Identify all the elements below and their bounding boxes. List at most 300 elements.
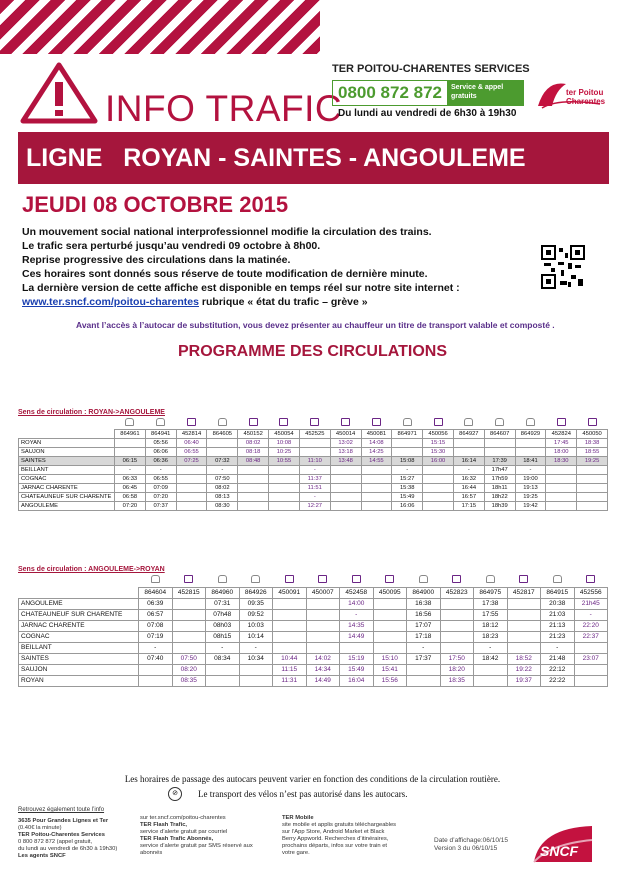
time-cell: 17h47 (484, 466, 515, 475)
time-cell: 18h39 (484, 502, 515, 511)
time-cell: 18:55 (577, 448, 608, 457)
station-name: SAINTES (19, 654, 139, 665)
train-number: 864975 (474, 588, 508, 599)
time-cell (172, 599, 206, 610)
time-cell (306, 632, 340, 643)
footer-text: TER Flash Trafic, (140, 822, 188, 828)
bus-icon (184, 575, 193, 583)
train-number: 864605 (207, 430, 238, 439)
footer-text: (0.40€ la minute) (18, 825, 62, 831)
time-cell: - (392, 466, 423, 475)
bus-icon (249, 418, 258, 426)
time-cell (306, 610, 340, 621)
time-cell: 15:15 (423, 439, 454, 448)
table-row (19, 676, 608, 687)
time-cell (172, 643, 206, 654)
time-cell: 07:19 (139, 632, 173, 643)
time-cell: 18h22 (484, 493, 515, 502)
time-cell: 15:56 (373, 676, 407, 687)
time-cell (273, 621, 307, 632)
train-number: 864929 (515, 430, 546, 439)
time-cell: 08:34 (206, 654, 240, 665)
time-cell (139, 665, 173, 676)
time-cell (206, 676, 240, 687)
time-cell (507, 643, 541, 654)
train-icon (251, 575, 260, 583)
time-cell (172, 610, 206, 621)
time-cell: 09:52 (239, 610, 273, 621)
time-cell: 21:13 (541, 621, 575, 632)
time-cell: 07:31 (206, 599, 240, 610)
page-title: INFO TRAFIC (105, 88, 343, 129)
phone-number: 0800 872 872 (338, 83, 442, 102)
time-cell (407, 665, 441, 676)
time-cell: 11:31 (273, 676, 307, 687)
time-cell: - (206, 643, 240, 654)
station-name: SAINTES (19, 457, 115, 466)
footer-text: votre gare. (282, 850, 310, 856)
train-icon (464, 418, 473, 426)
train-icon (553, 575, 562, 583)
footer-text: 0 800 872 872 (appel gratuit, (18, 839, 93, 845)
time-cell (507, 599, 541, 610)
time-cell: 18:12 (474, 621, 508, 632)
train-number: 864604 (139, 588, 173, 599)
train-icon (486, 575, 495, 583)
time-cell: 19:42 (515, 502, 546, 511)
table-row (19, 502, 608, 511)
time-cell: 08:18 (238, 448, 269, 457)
time-cell (239, 665, 273, 676)
time-cell: - (541, 643, 575, 654)
time-cell: 08h15 (206, 632, 240, 643)
footer-col-3 (282, 815, 422, 857)
time-cell: 07h48 (206, 610, 240, 621)
time-cell: - (299, 493, 330, 502)
notice-line: Reprise progressive des circulations dans la matinée. (22, 254, 291, 266)
time-cell: 07:09 (145, 484, 176, 493)
footer-col-2 (140, 815, 275, 857)
time-cell (574, 676, 608, 687)
time-cell: 15:49 (340, 665, 374, 676)
time-cell: 16:57 (453, 493, 484, 502)
train-icon (218, 418, 227, 426)
table-row (19, 599, 608, 610)
programme-heading: PROGRAMME DES CIRCULATIONS (177, 343, 448, 360)
time-cell (238, 502, 269, 511)
footer-text: abonnés (140, 850, 163, 856)
time-cell (238, 466, 269, 475)
service-hours: Du lundi au vendredi de 6h30 à 19h30 (338, 108, 517, 119)
footer-text: service d’alerte gratuit par courriel (140, 829, 228, 835)
time-cell (273, 599, 307, 610)
time-cell (423, 466, 454, 475)
time-cell (484, 439, 515, 448)
bus-icon (588, 418, 597, 426)
time-cell: 17:55 (474, 610, 508, 621)
time-cell (373, 632, 407, 643)
table-row (19, 493, 608, 502)
time-cell (139, 676, 173, 687)
time-cell (373, 599, 407, 610)
table-row (19, 665, 608, 676)
table-row (19, 448, 608, 457)
footer-text: service d’alerte gratuit par SMS réservé aux (140, 843, 253, 849)
time-cell: 05:56 (145, 439, 176, 448)
train-number: 864961 (115, 430, 146, 439)
footer-text: du lundi au vendredi de 6h30 à 19h30) (18, 846, 118, 852)
time-cell: 15:08 (392, 457, 423, 466)
train-number: 864927 (453, 430, 484, 439)
time-cell (330, 475, 361, 484)
time-cell: 16:06 (392, 502, 423, 511)
time-cell: 13:02 (330, 439, 361, 448)
no-bike-icon: ⊘ (168, 787, 182, 801)
station-name: ROYAN (19, 439, 115, 448)
footer-text: Berry Appworld. Recherches d’itinéraires, (282, 836, 389, 842)
time-cell (373, 610, 407, 621)
notice-line: Un mouvement social national interprofessionnel modifie la circulation des trains. (22, 226, 432, 238)
train-number: 864607 (484, 430, 515, 439)
train-number: 452824 (546, 430, 577, 439)
train-number: 450014 (330, 430, 361, 439)
time-cell: 18:30 (546, 457, 577, 466)
train-icon (526, 418, 535, 426)
time-cell: 17:38 (474, 599, 508, 610)
timetable-angouleme-royan (18, 575, 608, 687)
time-cell: 08:48 (238, 457, 269, 466)
time-cell (238, 484, 269, 493)
time-cell (172, 621, 206, 632)
time-cell: 17:45 (546, 439, 577, 448)
time-cell: 23:07 (574, 654, 608, 665)
time-cell (361, 502, 392, 511)
train-number: 450007 (306, 588, 340, 599)
footer-col-1 (18, 818, 143, 860)
time-cell: 07:50 (207, 475, 238, 484)
time-cell: 19:13 (515, 484, 546, 493)
time-cell: 06:58 (115, 493, 146, 502)
time-cell: 14:49 (340, 632, 374, 643)
time-cell (176, 502, 207, 511)
table-row (19, 654, 608, 665)
bus-icon (385, 575, 394, 583)
time-cell (306, 621, 340, 632)
station-name: BEILLANT (19, 466, 115, 475)
phone-badge: Service & appel gratuits (447, 81, 523, 105)
bus-icon (586, 575, 595, 583)
time-cell (273, 643, 307, 654)
station-name: SAUJON (19, 665, 139, 676)
time-cell: 10:08 (269, 439, 300, 448)
footer-text: prochains départs, infos sur votre train et (282, 843, 388, 849)
ter-services-label: TER POITOU-CHARENTES SERVICES (332, 63, 530, 75)
bus-icon (279, 418, 288, 426)
time-cell (515, 448, 546, 457)
time-cell: 14:49 (306, 676, 340, 687)
time-cell: 21:03 (541, 610, 575, 621)
time-cell: 19:25 (577, 457, 608, 466)
station-name: CHATEAUNEUF SUR CHARENTE (19, 493, 115, 502)
time-cell (176, 466, 207, 475)
time-cell: 06:55 (176, 448, 207, 457)
train-number: 452556 (574, 588, 608, 599)
time-cell (423, 493, 454, 502)
time-cell: 06:39 (139, 599, 173, 610)
date-heading: JEUDI 08 OCTOBRE 2015 (22, 192, 289, 217)
train-icon (419, 575, 428, 583)
time-cell: 21:23 (541, 632, 575, 643)
time-cell (507, 632, 541, 643)
time-cell: 11:37 (299, 475, 330, 484)
time-cell (330, 502, 361, 511)
time-cell (176, 475, 207, 484)
time-cell: 10:34 (239, 654, 273, 665)
time-cell (176, 493, 207, 502)
train-number: 452814 (176, 430, 207, 439)
footer-text: TER Mobile (282, 815, 314, 821)
time-cell: 16:04 (340, 676, 374, 687)
time-cell: 10:25 (269, 448, 300, 457)
time-cell (172, 632, 206, 643)
time-cell (269, 475, 300, 484)
time-cell: 18:00 (546, 448, 577, 457)
train-icon (151, 575, 160, 583)
time-cell: 18:42 (474, 654, 508, 665)
time-cell: - (299, 466, 330, 475)
train-number: 450095 (373, 588, 407, 599)
time-cell: 17:37 (407, 654, 441, 665)
info-link[interactable]: www.ter.sncf.com/poitou-charentes (22, 296, 199, 308)
time-cell (238, 475, 269, 484)
time-cell (407, 676, 441, 687)
time-cell (423, 484, 454, 493)
time-cell: 06:40 (176, 439, 207, 448)
bus-icon (341, 418, 350, 426)
train-number: 864960 (206, 588, 240, 599)
notice-line: La dernière version de cette affiche est disponible en temps réel sur notre site internet : (22, 282, 460, 294)
station-name: JARNAC CHARENTE (19, 484, 115, 493)
time-cell: 07:40 (139, 654, 173, 665)
time-cell: 18:52 (507, 654, 541, 665)
direction-label-1: Sens de circulation : ROYAN->ANGOULEME (18, 409, 165, 416)
timetable-royan-angouleme (18, 418, 608, 511)
time-cell (453, 439, 484, 448)
time-cell (546, 475, 577, 484)
train-icon (403, 418, 412, 426)
time-cell: - (453, 466, 484, 475)
time-cell: 15:30 (423, 448, 454, 457)
time-cell: 22:20 (574, 621, 608, 632)
time-cell: 18:23 (474, 632, 508, 643)
time-cell (176, 484, 207, 493)
time-cell: 08:02 (207, 484, 238, 493)
time-cell: 08:13 (207, 493, 238, 502)
time-cell: 17:18 (407, 632, 441, 643)
train-number: 452815 (172, 588, 206, 599)
time-cell: - (340, 610, 374, 621)
time-cell: 14:02 (306, 654, 340, 665)
time-cell: 11:15 (273, 665, 307, 676)
time-cell (207, 439, 238, 448)
train-number: 864900 (407, 588, 441, 599)
time-cell: 18:41 (515, 457, 546, 466)
train-number: 452817 (507, 588, 541, 599)
time-cell: 06:45 (115, 484, 146, 493)
time-cell (273, 610, 307, 621)
train-number: 450091 (273, 588, 307, 599)
time-cell: 07:20 (115, 502, 146, 511)
time-cell: 17:07 (407, 621, 441, 632)
station-name: ANGOULEME (19, 599, 139, 610)
table-row (19, 466, 608, 475)
time-cell (330, 466, 361, 475)
time-cell (273, 632, 307, 643)
time-cell: 13:48 (330, 457, 361, 466)
train-icon (495, 418, 504, 426)
time-cell: 08:30 (207, 502, 238, 511)
time-cell (373, 621, 407, 632)
time-cell: 18:35 (440, 676, 474, 687)
station-name: ROYAN (19, 676, 139, 687)
time-cell (392, 439, 423, 448)
table-row (19, 457, 608, 466)
warning-icon (20, 62, 98, 124)
time-cell (474, 665, 508, 676)
table-row (19, 475, 608, 484)
line-banner: LIGNE ROYAN - SAINTES - ANGOULEME (18, 132, 609, 184)
time-cell (299, 439, 330, 448)
time-cell: 10:14 (239, 632, 273, 643)
time-cell: 15:27 (392, 475, 423, 484)
sncf-logo-text: SNCF (540, 843, 579, 859)
bus-icon (519, 575, 528, 583)
time-cell: 07:08 (139, 621, 173, 632)
time-cell (577, 493, 608, 502)
time-cell: 10:44 (273, 654, 307, 665)
time-cell (306, 599, 340, 610)
time-cell (577, 475, 608, 484)
time-cell: 06:36 (145, 457, 176, 466)
bus-icon (434, 418, 443, 426)
bus-icon (318, 575, 327, 583)
time-cell: 07:25 (176, 457, 207, 466)
train-number: 864915 (541, 588, 575, 599)
train-number: 452823 (440, 588, 474, 599)
time-cell: 17h59 (484, 475, 515, 484)
time-cell (515, 439, 546, 448)
time-cell (361, 466, 392, 475)
time-cell: 07:32 (207, 457, 238, 466)
train-number: 452458 (340, 588, 374, 599)
train-icon (125, 418, 134, 426)
time-cell: 06:06 (145, 448, 176, 457)
station-name: ANGOULEME (19, 502, 115, 511)
time-cell: 12:27 (299, 502, 330, 511)
footer-text: sur ter.sncf.com/poitou-charentes (140, 815, 226, 821)
time-cell: 16:00 (423, 457, 454, 466)
train-number: 864971 (392, 430, 423, 439)
notice-line: Ces horaires sont donnés sous réserve de toute modification de dernière minute. (22, 268, 428, 280)
train-number: 450056 (423, 430, 454, 439)
direction-label-2: Sens de circulation : ANGOULEME->ROYAN (18, 566, 165, 573)
time-cell: 14:00 (340, 599, 374, 610)
time-cell (361, 493, 392, 502)
footer-text: sur l’App Store, Android Market et Black (282, 829, 385, 835)
time-cell: 19:37 (507, 676, 541, 687)
time-cell (206, 665, 240, 676)
train-number: 450152 (238, 430, 269, 439)
time-cell (373, 643, 407, 654)
station-name: JARNAC CHARENTE (19, 621, 139, 632)
footer-text: site mobile et applis gratuits téléchargeables (282, 822, 397, 828)
time-cell (269, 466, 300, 475)
time-cell (440, 621, 474, 632)
time-cell (423, 475, 454, 484)
time-cell: 08:35 (172, 676, 206, 687)
time-cell: 14:34 (306, 665, 340, 676)
time-cell (546, 466, 577, 475)
time-cell: 07:20 (145, 493, 176, 502)
time-cell (269, 493, 300, 502)
bus-icon (557, 418, 566, 426)
ticket-notice: Avant l’accès à l’autocar de substitution, vous devez présenter au chauffeur un titre de transport valable et composté . (76, 320, 555, 330)
time-cell (474, 676, 508, 687)
footer-text: Les agents SNCF (18, 853, 66, 859)
time-cell: 19:00 (515, 475, 546, 484)
time-cell: 16:44 (453, 484, 484, 493)
time-cell (546, 502, 577, 511)
time-cell: 14:55 (361, 457, 392, 466)
time-cell: 15:10 (373, 654, 407, 665)
time-cell: 18:20 (440, 665, 474, 676)
time-cell: 15:41 (373, 665, 407, 676)
bus-icon (372, 418, 381, 426)
time-cell: 14:08 (361, 439, 392, 448)
time-cell: 06:57 (139, 610, 173, 621)
footer-note-2: Le transport des vélos n’est pas autorisé dans les autocars. (198, 789, 408, 799)
time-cell (340, 643, 374, 654)
table-row (19, 484, 608, 493)
bus-icon (352, 575, 361, 583)
train-number: 450081 (361, 430, 392, 439)
time-cell: 06:15 (115, 457, 146, 466)
time-cell: 17:39 (484, 457, 515, 466)
table-row (19, 621, 608, 632)
train-icon (156, 418, 165, 426)
bus-icon (452, 575, 461, 583)
train-number: 450054 (269, 430, 300, 439)
time-cell: 21:48 (541, 654, 575, 665)
time-cell: 22:37 (574, 632, 608, 643)
time-cell: - (515, 466, 546, 475)
footer-text: 3635 Pour Grandes Lignes et Ter (18, 818, 109, 824)
time-cell (453, 448, 484, 457)
time-cell (239, 676, 273, 687)
station-name: COGNAC (19, 632, 139, 643)
time-cell: 11:51 (299, 484, 330, 493)
time-cell: 06:55 (145, 475, 176, 484)
time-cell: - (139, 643, 173, 654)
time-cell: 22:22 (541, 676, 575, 687)
qr-code-icon[interactable] (541, 245, 585, 289)
time-cell (574, 665, 608, 676)
time-cell (207, 448, 238, 457)
table-row (19, 632, 608, 643)
time-cell: 20:38 (541, 599, 575, 610)
time-cell: 18:38 (577, 439, 608, 448)
notice-line: Le trafic sera perturbé jusqu’au vendredi 09 octobre à 8h00. (22, 240, 321, 252)
